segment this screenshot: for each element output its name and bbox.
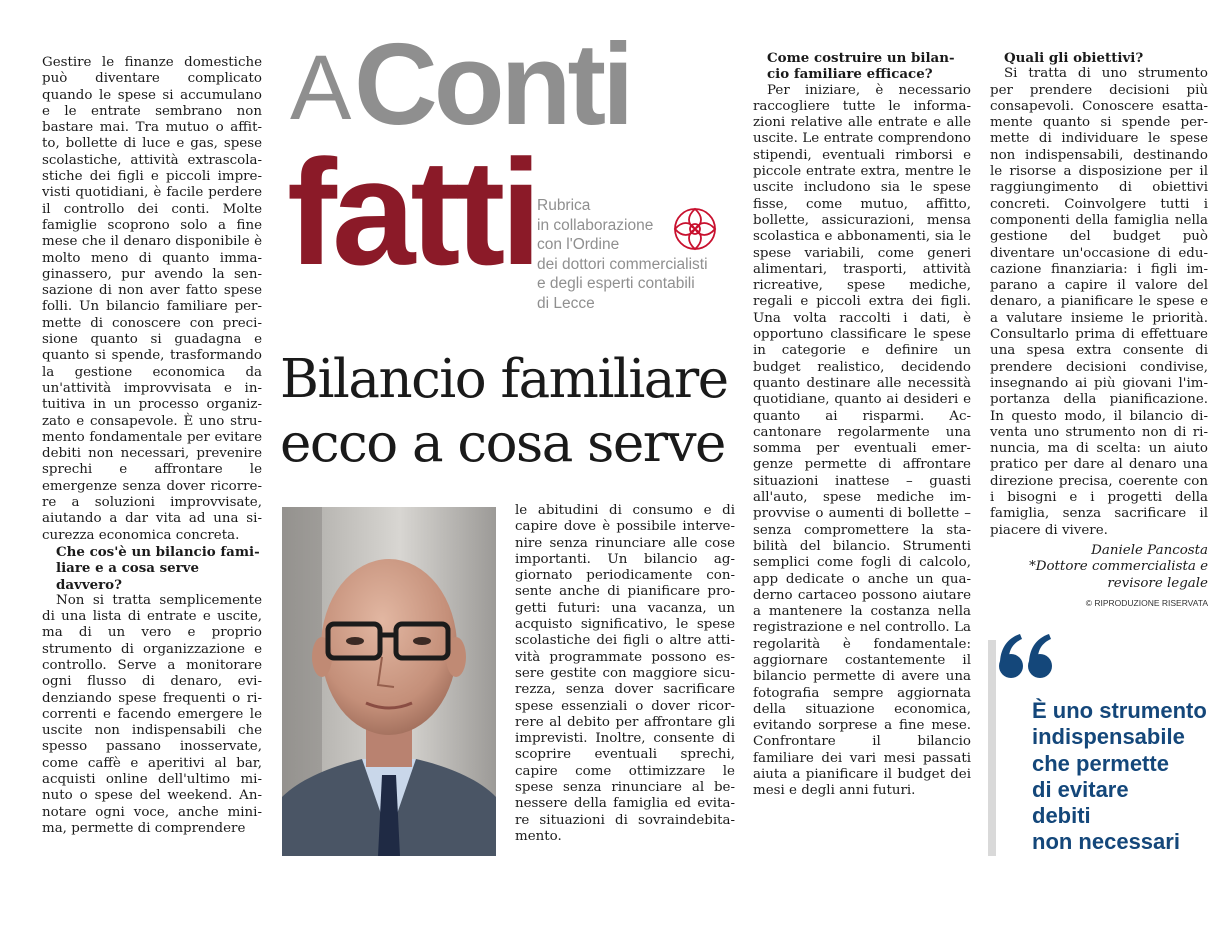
rubrica-line: con l'Ordine bbox=[537, 236, 620, 253]
kicker-conti: Conti bbox=[354, 19, 631, 149]
author-role: *Dottore commercialista e revisore legale bbox=[1029, 559, 1208, 591]
article-column-4 bbox=[990, 50, 1208, 539]
rubrica-line: di Lecce bbox=[537, 294, 595, 312]
paragraph: Per iniziare, è necessario raccogliere tutte le informazioni relative alle entrate e alle uscite. Le entrate comprendono stipendi, eventuali rimborsi e piccole entrate extra, mentre le uscite includono sia le spese fisse, come mutuo, affitto, bollette, assicurazioni, mensa scolastica e abbonamenti, sia le spese variabili, come generi alimentari, trasporti, attività ricreative, spese mediche, regali e piccoli extra dei figli. Una volta raccolti i dati, è opportuno classificare le spese in categorie e definire un budget realistico, decidendo quanto destinare alle necessità quotidiane, quanto ai desideri e quanto ai risparmi. Accantonare regolarmente una somma per eventuali emergenze permette di affrontare situazioni inattese – guasti all'auto, spese mediche improvvise o aumenti di bollette – senza compromettere la stabilità del bilancio. Strumenti semplici come fogli di calcolo, app dedicate o anche un quaderno cartaceo possono aiutare a mantenere la costanza nella registrazione e nel controllo. La regolarità è fondamentale: aggiornare costantemente il bilancio permette di avere una fotografia sempre aggiornata della situazione economica, evitando sorprese a fine mese. Confrontare il bilancio familiare dei vari mesi passati aiuta a pianificare il budget dei mesi e degli anni futuri. bbox=[753, 82, 971, 799]
copyright-notice: © RIPRODUZIONE RISERVATA bbox=[1085, 598, 1208, 608]
headline-line: Bilancio familiare bbox=[280, 349, 728, 410]
paragraph: Non si tratta semplicemente di una lista di entrate e uscite, ma di un vero e proprio strumento di organizzazione e controllo. Serve a monitorare ogni flusso di denaro, evidenziando spese frequenti o ricorrenti e facendo emergere le uscite non indispensabili che spesso passano inosservate, come caffè e aperitivi al bar, acquisti online dell'ultimo minuto o spese del weekend. Annotare ogni voce, anche minima, permette di comprendere bbox=[42, 592, 262, 836]
author-photo bbox=[282, 507, 496, 856]
pull-quote-line: di evitare bbox=[1032, 776, 1129, 802]
pull-quote-line: debiti bbox=[1032, 803, 1091, 829]
paragraph: Si tratta di uno strumento per prendere decisioni più consapevoli. Conoscere esattamente quanto si spende permette di individuare le spese non indispensabili, destinando le risorse a disposizione per il raggiungimento di obiettivi concreti. Coinvolgere tutti i componenti della famiglia nella gestione del budget può diventare un'occasione di educazione finanziaria: i figli imparano a capire il valore del denaro, a pianificare le spese e a valutare insieme le priorità. Consultarlo prima di effettuare una spesa extra consente di prendere decisioni condivise, insegnando ai più giovani l'importanza della pianificazione. In questo modo, il bilancio diventa uno strumento non di rinuncia, ma di scelta: un aiuto pratico per dare al denaro una direzione precisa, coerente con i bisogni e i progetti della famiglia, senza sacrificare il piacere di vivere. bbox=[990, 66, 1208, 538]
pull-quote-bar bbox=[988, 640, 996, 856]
rubrica-line: Rubrica bbox=[537, 197, 591, 214]
pull-quote-line: È uno strumento bbox=[1032, 698, 1207, 723]
headline-line: ecco a cosa serve bbox=[280, 413, 725, 474]
section-subheading: Che cos'è un bilancio familiare e a cosa serve davvero? bbox=[56, 543, 260, 593]
author-signature bbox=[990, 543, 1208, 592]
author-name: Daniele Pancosta bbox=[1091, 543, 1208, 558]
pull-quote bbox=[1032, 698, 1222, 856]
rubrica-line: dei dottori commercialisti bbox=[537, 255, 708, 273]
pull-quote-line: non necessari bbox=[1032, 829, 1180, 855]
kicker-a: A bbox=[290, 37, 350, 139]
pull-quote-line: che permette bbox=[1032, 750, 1169, 776]
paragraph: Gestire le finanze domestiche può diventare complicato quando le spese si accumulano e le entrate sembrano non bastare mai. Tra mutuo o affitto, bollette di luce e gas, spese scolastiche, attività extrascolastiche dei figli e piccoli imprevisti quotidiani, è facile perdere il controllo dei conti. Molte famiglie scoprono solo a fine mese che il denaro disponibile è molto meno di quanto immaginassero, pur avendo la sensazione di non aver fatto spese folli. Un bilancio familiare permette di conoscere con precisione quanto si guadagna e quanto si spende, trasformando la gestione economica da un'attività improvvisata e intuitiva in un processo organizzato e consapevole. È uno strumento fondamentale per evitare debiti non necessari, prevenire sprechi e affrontare le emergenze senza dover ricorrere a soluzioni improvvisate, aiutando a dar vita ad una sicurezza economica concreta. bbox=[42, 55, 262, 543]
rubrica-line: in collaborazione bbox=[537, 216, 654, 234]
article-column-2 bbox=[515, 503, 735, 845]
headline bbox=[280, 348, 750, 476]
section-subheading: Come costruire un bilancio familiare efficace? bbox=[767, 50, 955, 83]
rubrica-line: e degli esperti contabili bbox=[537, 275, 695, 292]
pull-quote-line: indispensabile bbox=[1032, 724, 1185, 750]
section-subheading: Quali gli obiettivi? bbox=[1004, 50, 1144, 66]
quote-mark-icon bbox=[996, 628, 1056, 688]
kicker-fatti: fatti bbox=[287, 128, 537, 296]
paragraph: le abitudini di consumo e di capire dove è possibile intervenire senza rinunciare alle cose importanti. Un bilancio aggiornato periodicamente consente anche di pianificare progetti futuri: una vacanza, un acquisto significativo, le spese scolastiche dei figli o altre attività programmate possono essere gestite con maggiore sicurezza, senza dover sacrificare spese essenziali o dover ricorrere al debito per affrontare gli imprevisti. Inoltre, consente di scoprire eventuali sprechi, capire come ottimizzare le spese senza rinunciare al benessere della famiglia ed evitare situazioni di sovraindebitamento. bbox=[515, 503, 735, 844]
article-column-1 bbox=[42, 55, 262, 837]
article-column-3 bbox=[753, 50, 971, 800]
ordine-commercialisti-logo-icon bbox=[672, 206, 718, 252]
